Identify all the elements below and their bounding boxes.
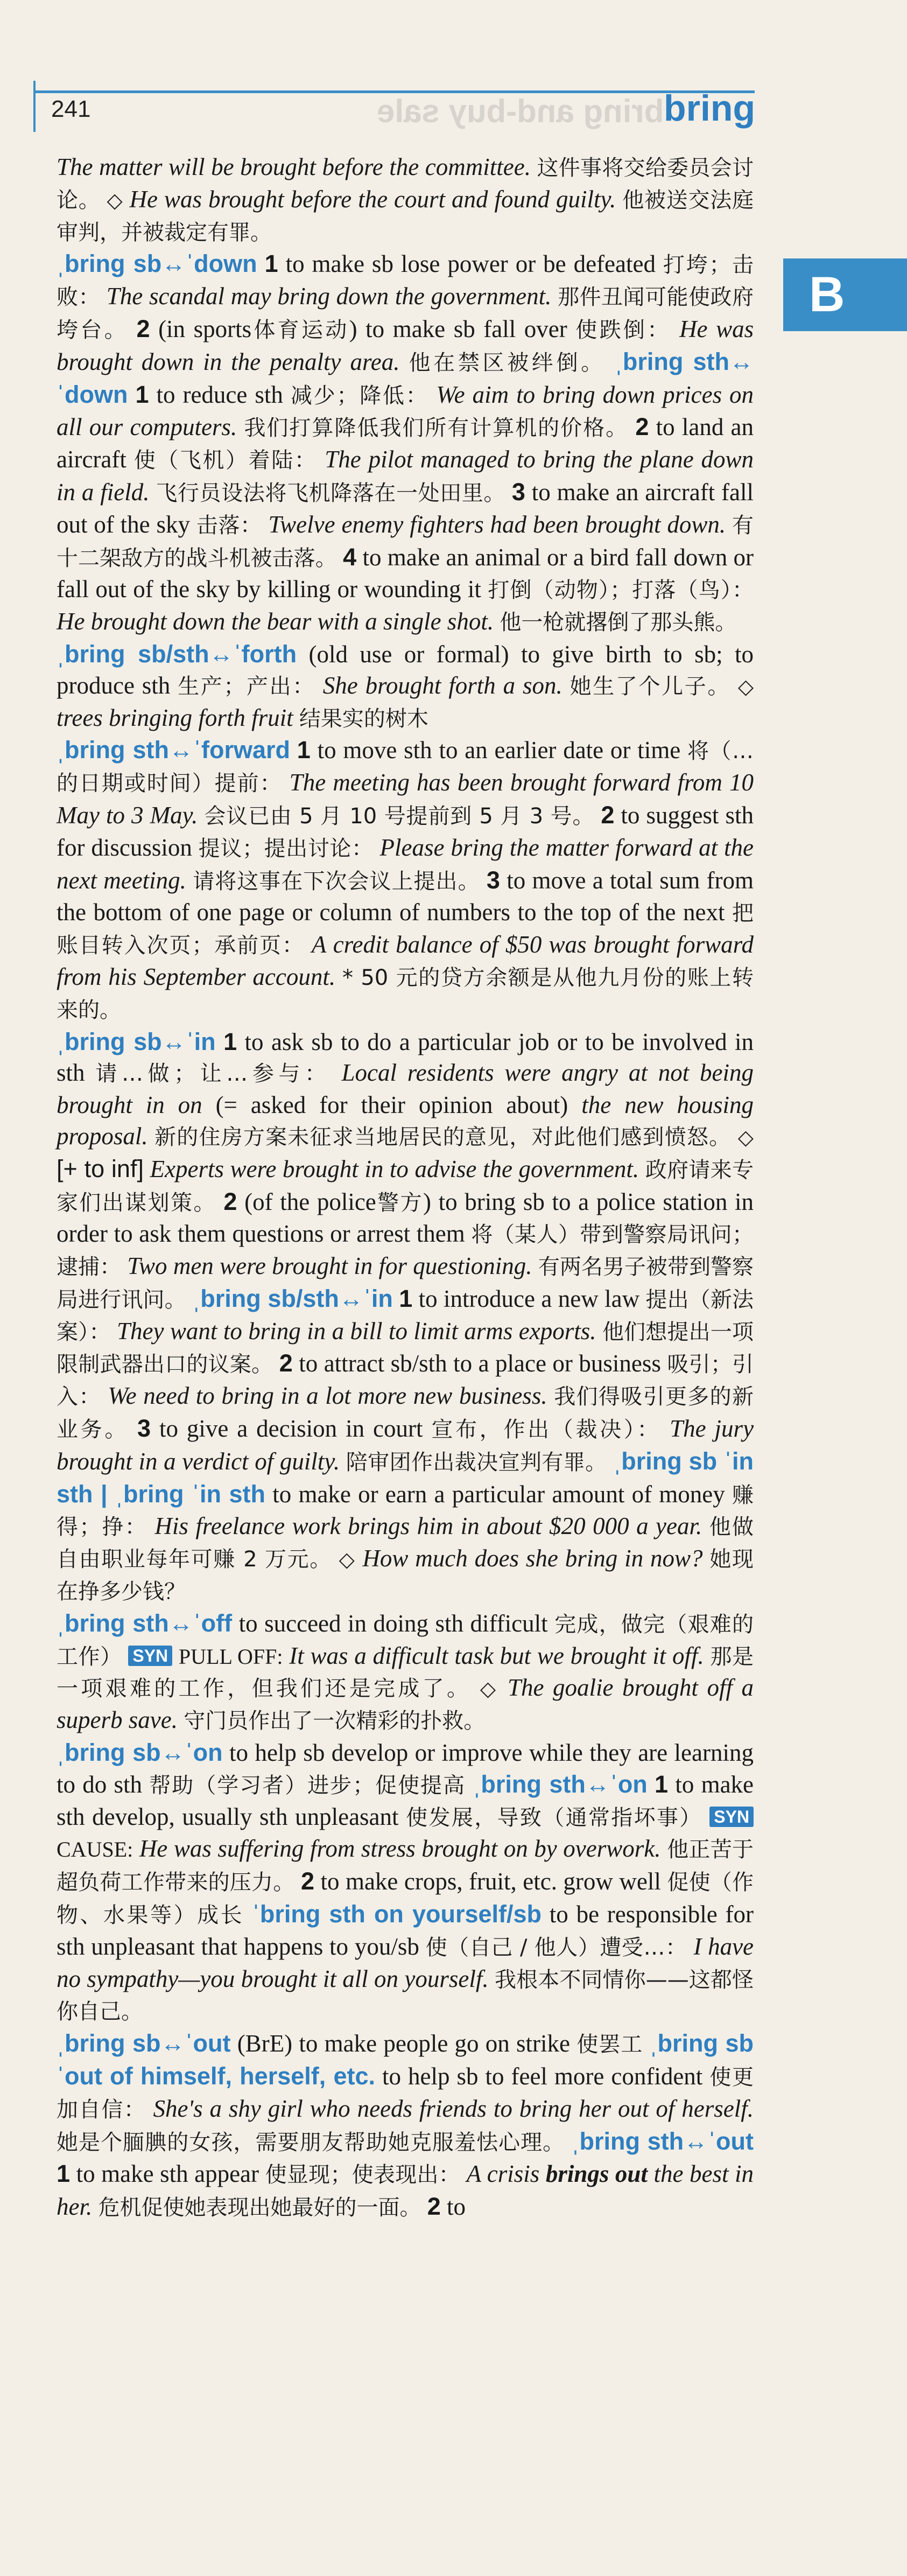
definition: to make sb lose power or be defeated	[285, 250, 656, 278]
entry-bring-off	[57, 1608, 754, 1737]
example: They want to bring in a bill to limit arms exports.	[116, 1317, 596, 1345]
example: The meeting has been brought forward from 10 May to 3 May.	[57, 769, 754, 829]
sense-number: 2	[300, 1867, 314, 1895]
translation: 我们打算降低我们所有计算机的价格。	[244, 416, 629, 441]
translation: 请…做；让…参与：	[95, 1061, 331, 1087]
phrasal-verb: ˌbring sb ˈout of himself, herself, etc.	[57, 2029, 754, 2090]
translation: 危机促使她表现出她最好的一面。	[98, 2195, 421, 2221]
translation: 体育运动	[251, 317, 349, 342]
example: He was brought down in the penalty area.	[57, 315, 754, 375]
example: We need to bring in a lot more new business.	[108, 1382, 547, 1410]
example: She brought forth a son.	[322, 671, 563, 699]
example-marker: ◇	[737, 1125, 754, 1149]
translation: 赚得；挣：	[57, 1482, 754, 1540]
entry-bring-forward	[57, 734, 754, 1026]
example: He brought down the bear with a single shot.	[57, 608, 494, 635]
translation: 飞行员设法将飞机降落在一处田里。	[156, 480, 506, 506]
translation: 完成，做完（艰难的工作）	[57, 1612, 754, 1669]
phrasal-verb: ˌbring sth↔ˈoff	[57, 1609, 233, 1637]
sense-number: 3	[486, 866, 500, 894]
translation: 提出（新法案）：	[57, 1287, 754, 1345]
translation: 他做自由职业每年可赚 2 万元。	[57, 1515, 754, 1572]
translation: 他在禁区被绊倒。	[409, 350, 606, 375]
entry-bring-sb-down	[57, 248, 754, 639]
translation: 她生了个儿子。	[569, 674, 730, 699]
translation: 有两名男子被带到警察局进行讯问。	[57, 1255, 754, 1312]
definition: to move sth to an earlier date or time	[317, 737, 681, 764]
definition: to help sb to feel more confident	[382, 2063, 703, 2090]
synonym-badge: SYN	[128, 1646, 172, 1666]
example: A credit balance of $50 was brought forward from his September account.	[57, 931, 754, 990]
translation: 那件丑闻可能使政府垮台。	[57, 285, 754, 342]
entry-bring-forth	[57, 639, 754, 734]
definition: to make an aircraft fall out of the sky	[57, 478, 754, 538]
definition: (in sports	[158, 315, 252, 342]
sense-number: 2	[427, 2193, 441, 2221]
definition: to attract sb/sth to a place or business	[299, 1350, 661, 1377]
translation: 他们想提出一项限制武器出口的议案。	[57, 1319, 754, 1377]
translation: 宣布，作出（裁决）：	[431, 1417, 662, 1443]
translation: 她现在挣多少钱？	[57, 1547, 754, 1605]
phrasal-verb: ˌbring sb↔ˈon	[57, 1739, 223, 1767]
example: Local residents were angry at not being brought in on	[57, 1059, 754, 1119]
example-highlight: brings out	[545, 2160, 648, 2188]
sense-number: 1	[264, 250, 278, 278]
example: We aim to bring down prices on all our computers.	[57, 381, 754, 441]
show-through-guide-word: bring and-buy sale	[377, 93, 664, 129]
sense-number: 1	[399, 1284, 413, 1312]
sense-number: 1	[135, 380, 149, 408]
translation: 她是个腼腆的女孩，需要朋友帮助她克服羞怯心理。	[57, 2130, 565, 2155]
definition: to help sb develop or improve while they are learning to do sth	[57, 1739, 754, 1798]
definition: to make or earn a particular amount of money	[272, 1480, 725, 1508]
definition: to make sth appear	[76, 2160, 259, 2188]
translation: 那是一项艰难的工作，但我们还是完成了。	[57, 1644, 754, 1702]
example: He was brought before the court and found guilty.	[129, 185, 616, 213]
phrasal-verb: ˌbring sth↔ˈout	[571, 2127, 754, 2155]
translation: 他正苦于超负荷工作带来的压力。	[57, 1837, 754, 1895]
example: It was a difficult task but we brought it off.	[289, 1642, 704, 1669]
sense-number: 4	[343, 543, 357, 571]
translation: 他一枪就撂倒了那头熊。	[500, 610, 737, 635]
definition: to be responsible for sth unpleasant that happens to you/sb	[57, 1901, 754, 1960]
translation: 生产；产出：	[178, 674, 315, 699]
letter-thumb-tab: B	[783, 258, 907, 331]
definition: (of the police	[244, 1188, 376, 1215]
example: the best in her.	[57, 2160, 754, 2221]
definition: ) to make sb fall over	[349, 315, 567, 342]
definition: to succeed in doing sth difficult	[238, 1609, 548, 1637]
translation: 政府请来专家们出谋划策。	[57, 1157, 754, 1215]
entry-bring-sb-in	[57, 1026, 754, 1608]
entry-continuation	[57, 152, 754, 248]
translation: 使更加自信：	[57, 2065, 754, 2122]
sense-number: 2	[635, 413, 649, 441]
entry-bring-on	[57, 1737, 754, 2028]
definition: (old use or formal) to give birth to sb; to produce sth	[57, 640, 754, 699]
example: trees bringing forth fruit	[57, 704, 293, 731]
phrasal-verb: ˌbring sb↔ˈdown	[57, 250, 257, 278]
translation: 提议；提出讨论：	[198, 836, 374, 861]
definition: to introduce a new law	[418, 1285, 640, 1312]
translation: 使（飞机）着陆：	[133, 448, 318, 473]
example: Please bring the matter forward at the next meeting.	[57, 834, 754, 894]
phrasal-verb: ˈbring sth on yourself/sb	[251, 1900, 542, 1928]
translation: 使显现；使表现出：	[265, 2162, 461, 2188]
example-marker: ◇	[107, 188, 123, 212]
translation: 会议已由 5 月 10 号提前到 5 月 3 号。	[204, 803, 595, 829]
phrasal-verb: ˌbring sb/sth↔ˈforth	[57, 640, 297, 668]
definition: to ask sb to do a particular job or to be involved in sth	[57, 1028, 754, 1087]
translation: 吸引；引入：	[57, 1352, 754, 1410]
example: How much does she bring in now?	[362, 1545, 703, 1572]
translation: 守门员作出了一次精彩的扑救。	[184, 1709, 486, 1734]
translation: 这件事将交给委员会讨论。	[57, 156, 754, 213]
definition: to give a decision in court	[159, 1415, 423, 1443]
synonym-badge: SYN	[709, 1807, 754, 1827]
entry-bring-out	[57, 2028, 754, 2224]
page-number: 241	[51, 96, 91, 122]
translation: 将（…的日期或时间）提前：	[57, 739, 754, 796]
sense-number: 1	[297, 736, 311, 764]
translation: 使跌倒：	[575, 317, 671, 342]
translation: 警方	[376, 1190, 423, 1215]
gloss: (= asked for their opinion about)	[215, 1091, 568, 1119]
guide-word: bring	[664, 88, 755, 129]
example: A crisis	[466, 2160, 540, 2188]
sense-number: 2	[601, 801, 615, 829]
sense-number: 1	[57, 2160, 71, 2188]
definition: (BrE) to make people go on strike	[237, 2030, 571, 2057]
translation: 结果实的树木	[299, 706, 428, 731]
translation: 我根本不同情你——这都怪你自己。	[57, 1967, 754, 2025]
sense-number: 2	[223, 1187, 237, 1215]
example: He was suffering from stress brought on by overwork.	[139, 1835, 661, 1863]
phrasal-verb: ˌbring sb↔ˈout	[57, 2029, 231, 2057]
example-marker: ◇	[480, 1677, 499, 1701]
example: The scandal may bring down the government.	[106, 283, 552, 310]
translation: 把账目转入次页；承前页：	[57, 901, 754, 958]
example: The pilot managed to bring the plane down in a field.	[57, 446, 754, 506]
translation: 使（自己 / 他人）遭受…：	[425, 1935, 687, 1960]
definition: to suggest sth for discussion	[57, 801, 754, 861]
example: The jury brought in a verdict of guilty.	[57, 1415, 754, 1475]
definition: to reduce sth	[156, 381, 283, 408]
example: Experts were brought in to advise the government.	[150, 1155, 639, 1182]
phrasal-verb: ˌbring sb ˈin sth | ˌbring ˈin sth	[57, 1447, 754, 1508]
translation: 减少；降低：	[290, 383, 429, 408]
sense-number: 1	[655, 1770, 669, 1798]
synonym-word: CAUSE:	[57, 1837, 133, 1862]
example: the new housing proposal.	[57, 1091, 754, 1150]
synonym-word: PULL OFF:	[178, 1644, 283, 1669]
translation: 有十二架敌方的战斗机被击落。	[57, 513, 754, 571]
phrasal-verb: ˌbring sth↔ˈforward	[57, 736, 290, 764]
sense-number: 2	[136, 314, 150, 342]
translation: 请将这事在下次会议上提出。	[193, 869, 480, 894]
translation: 新的住房方案未征求当地居民的意见，对此他们感到愤怒。	[154, 1124, 732, 1150]
translation: 使发展，导致（通常指坏事）	[406, 1805, 702, 1830]
translation: 他被送交法庭审判，并被裁定有罪。	[57, 187, 754, 245]
sense-number: 3	[137, 1415, 151, 1443]
example-marker: ◇	[339, 1548, 356, 1572]
phrasal-verb: ˌbring sb/sth↔ˈin	[192, 1284, 393, 1312]
header-left-rule	[33, 81, 36, 132]
definition: to make an animal or a bird fall down or fall out of the sky by killing or wounding it	[57, 543, 754, 603]
translation: 打倒（动物）；打落（鸟）：	[488, 578, 754, 603]
definition: to land an aircraft	[57, 414, 754, 473]
phrasal-verb: ˌbring sth↔ˈon	[473, 1770, 648, 1798]
grammar-pattern: [+ to inf]	[57, 1154, 144, 1182]
entry-column	[57, 152, 754, 2224]
translation: 帮助（学习者）进步；促使提高	[149, 1773, 466, 1798]
definition: to move a total sum from the bottom of one page or column of numbers to the top of the next	[57, 866, 754, 926]
example-marker: ◇	[737, 674, 754, 698]
sense-number: 3	[511, 478, 525, 506]
translation: 我们得吸引更多的新业务。	[57, 1384, 754, 1443]
translation: 将（某人）带到警察局讯问；逮捕：	[57, 1222, 754, 1280]
example: The matter will be brought before the committee.	[57, 153, 531, 180]
translation: 使罢工	[576, 2032, 643, 2057]
sense-number: 1	[223, 1027, 237, 1055]
translation: 打垮；击败：	[57, 253, 754, 310]
definition: to make sth develop, usually sth unpleasant	[57, 1770, 754, 1830]
translation: 击落：	[196, 513, 262, 538]
sense-number: 2	[279, 1349, 293, 1377]
example: She's a shy girl who needs friends to bring her out of herself.	[153, 2095, 754, 2122]
definition: to	[447, 2193, 466, 2221]
example: I have no sympathy—you brought it all on yourself.	[57, 1933, 754, 1992]
example: Two men were brought in for questioning.	[127, 1252, 532, 1280]
translation: 陪审团作出裁决宣判有罪。	[346, 1450, 607, 1475]
translation: * 50 元的贷方余额是从他九月份的账上转来的。	[57, 965, 754, 1023]
definition: to make crops, fruit, etc. grow well	[320, 1868, 661, 1895]
translation: 促使（作物、水果等）成长	[57, 1870, 754, 1928]
example: Twelve enemy fighters had been brought down.	[268, 510, 726, 538]
phrasal-verb: ˌbring sb↔ˈin	[57, 1027, 216, 1055]
definition: ) to bring sb to a police station in order to ask them questions or arrest them	[57, 1188, 754, 1248]
phrasal-verb: ˌbring sth↔ˈdown	[57, 347, 754, 408]
example: His freelance work brings him in about $20 000 a year.	[154, 1513, 702, 1540]
example: The goalie brought off a superb save.	[57, 1674, 754, 1734]
